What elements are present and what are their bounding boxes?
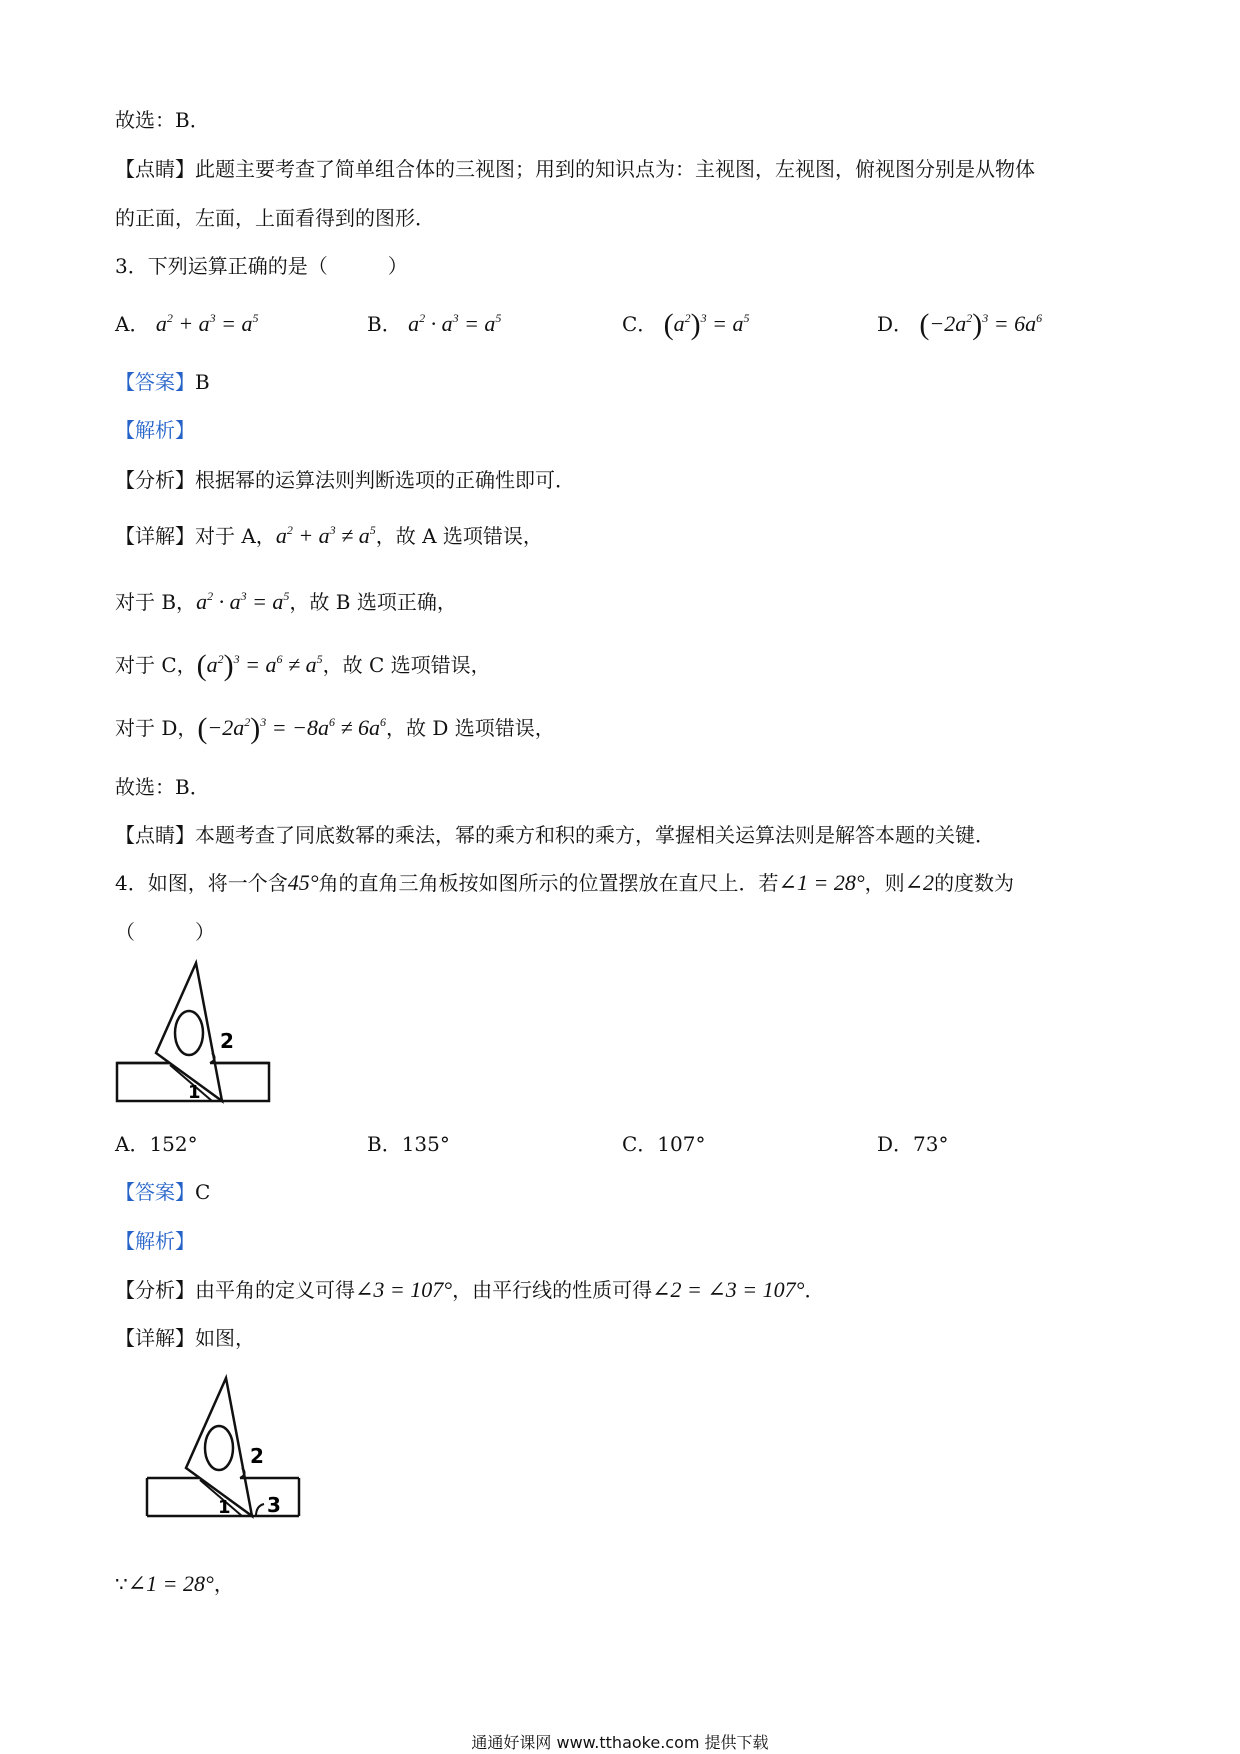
q3-detail-b bbox=[115, 588, 457, 616]
footer-watermark: 通通好课网 www.tthaoke.com 提供下载 bbox=[471, 1733, 769, 1752]
option-label: D． bbox=[877, 312, 914, 336]
fenxi-text: ，由平行线的性质可得 bbox=[452, 1278, 653, 1302]
q3-option-a bbox=[115, 310, 259, 338]
formula: $(-2a^2)^3 = 6a^6$ bbox=[919, 308, 1043, 341]
option-label: B． bbox=[367, 312, 402, 336]
review-1-line-2: 的正面，左面，上面看得到的图形． bbox=[115, 206, 435, 230]
q4-analysis-tag bbox=[115, 1227, 195, 1255]
q3-detail-a bbox=[115, 522, 543, 550]
q4-option-d: D．73° bbox=[877, 1132, 949, 1156]
top-answer: 故选：B． bbox=[115, 108, 210, 132]
fenxi-tag: 【分析】 bbox=[115, 1278, 195, 1302]
q4-detail-figure bbox=[140, 1370, 310, 1530]
formula: $a^2 + a^3 \ne a^5$ bbox=[275, 523, 376, 548]
xiangjie-tag: 【详解】 bbox=[115, 524, 195, 548]
stem-text: ，则 bbox=[864, 871, 905, 895]
because-symbol: ∵ bbox=[115, 1572, 128, 1596]
detail-prefix: 对于 C， bbox=[115, 653, 197, 677]
detail-prefix: 对于 B， bbox=[115, 590, 197, 614]
fenxi-text: 由平角的定义可得 bbox=[195, 1278, 355, 1302]
formula: $a^2 \cdot a^3 = a^5$ bbox=[196, 589, 290, 614]
detail-suffix: ，故 A 选项错误， bbox=[375, 524, 543, 548]
detail-suffix: ，故 D 选项错误， bbox=[386, 716, 555, 740]
q3-detail-d bbox=[115, 714, 555, 743]
answer-tag: 【答案】 bbox=[115, 1180, 195, 1204]
stem-math: ∠2 bbox=[904, 870, 935, 895]
review-1-line-1 bbox=[115, 155, 1035, 183]
q4-stem-paren: （ ） bbox=[115, 920, 215, 944]
detail-suffix: ，故 C 选项错误， bbox=[322, 653, 491, 677]
fenxi-tag: 【分析】 bbox=[115, 468, 195, 492]
review-tag: 【点睛】 bbox=[115, 823, 195, 847]
angle-label-1: 1 bbox=[218, 1497, 231, 1518]
option-label: A． bbox=[115, 312, 150, 336]
q3-stem: 3．下列运算正确的是（ ） bbox=[115, 254, 408, 278]
analysis-tag: 【解析】 bbox=[115, 418, 195, 442]
review-text: 本题考查了同底数幂的乘法，幂的乘方和积的乘方，掌握相关运算法则是解答本题的关键． bbox=[195, 823, 995, 847]
detail-prefix: 对于 A， bbox=[195, 524, 276, 548]
answer-value: C bbox=[195, 1180, 211, 1204]
stem-text: 的度数为 bbox=[934, 871, 1015, 895]
xiangjie-tag: 【详解】 bbox=[115, 1326, 195, 1350]
q4-xiangjie bbox=[115, 1324, 255, 1352]
answer-tag: 【答案】 bbox=[115, 370, 195, 394]
q3-final: 故选：B． bbox=[115, 775, 210, 799]
because-math: ∠1 = 28° bbox=[127, 1571, 214, 1596]
detail-prefix: 对于 D， bbox=[115, 716, 198, 740]
formula: $(a^2)^3 = a^6 \ne a^5$ bbox=[196, 649, 323, 682]
angle-label-3: 3 bbox=[267, 1493, 281, 1517]
formula: $(a^2)^3 = a^5$ bbox=[663, 308, 750, 341]
q4-fenxi bbox=[115, 1276, 824, 1304]
detail-suffix: ，故 B 选项正确， bbox=[289, 590, 457, 614]
q4-option-c: C．107° bbox=[622, 1132, 706, 1156]
review-text: 此题主要考查了简单组合体的三视图；用到的知识点为：主视图，左视图，俯视图分别是从物体 bbox=[195, 157, 1035, 181]
q3-option-b bbox=[367, 310, 501, 338]
q4-answer bbox=[115, 1178, 210, 1206]
angle-label-2: 2 bbox=[220, 1029, 234, 1053]
formula: $a^2 \cdot a^3 = a^5$ bbox=[408, 311, 502, 336]
stem-math: ∠1 = 28° bbox=[778, 870, 865, 895]
analysis-tag: 【解析】 bbox=[115, 1229, 195, 1253]
fenxi-text: 根据幂的运算法则判断选项的正确性即可． bbox=[195, 468, 575, 492]
fenxi-math: ∠2 = ∠3 = 107° bbox=[652, 1277, 805, 1302]
angle-label-1: 1 bbox=[188, 1082, 201, 1103]
q4-option-a: A．152° bbox=[115, 1132, 198, 1156]
q4-because bbox=[115, 1570, 234, 1598]
q3-detail-c bbox=[115, 651, 491, 680]
formula: $a^2 + a^3 = a^5$ bbox=[155, 311, 259, 336]
because-end: ， bbox=[213, 1572, 234, 1596]
stem-text: 4．如图，将一个含 bbox=[115, 871, 288, 895]
q4-stem bbox=[115, 869, 1014, 897]
q3-answer bbox=[115, 368, 210, 396]
fenxi-text: ． bbox=[804, 1278, 825, 1302]
angle-label-2: 2 bbox=[250, 1444, 264, 1468]
xiangjie-text: 如图， bbox=[195, 1326, 255, 1350]
review-tag: 【点睛】 bbox=[115, 157, 195, 181]
q3-fenxi bbox=[115, 466, 575, 494]
stem-math: 45° bbox=[287, 870, 319, 895]
q4-figure bbox=[110, 955, 280, 1115]
q3-analysis-tag bbox=[115, 416, 195, 444]
q3-option-d bbox=[877, 310, 1042, 339]
q3-option-c bbox=[622, 310, 750, 339]
stem-text: 角的直角三角板按如图所示的位置摆放在直尺上．若 bbox=[318, 871, 779, 895]
q4-option-b: B．135° bbox=[367, 1132, 450, 1156]
option-label: C． bbox=[622, 312, 658, 336]
formula: $(-2a^2)^3 = -8a^6 \ne 6a^6$ bbox=[197, 712, 387, 745]
answer-value: B bbox=[195, 370, 210, 394]
q3-review bbox=[115, 821, 995, 849]
fenxi-math: ∠3 = 107° bbox=[355, 1277, 453, 1302]
